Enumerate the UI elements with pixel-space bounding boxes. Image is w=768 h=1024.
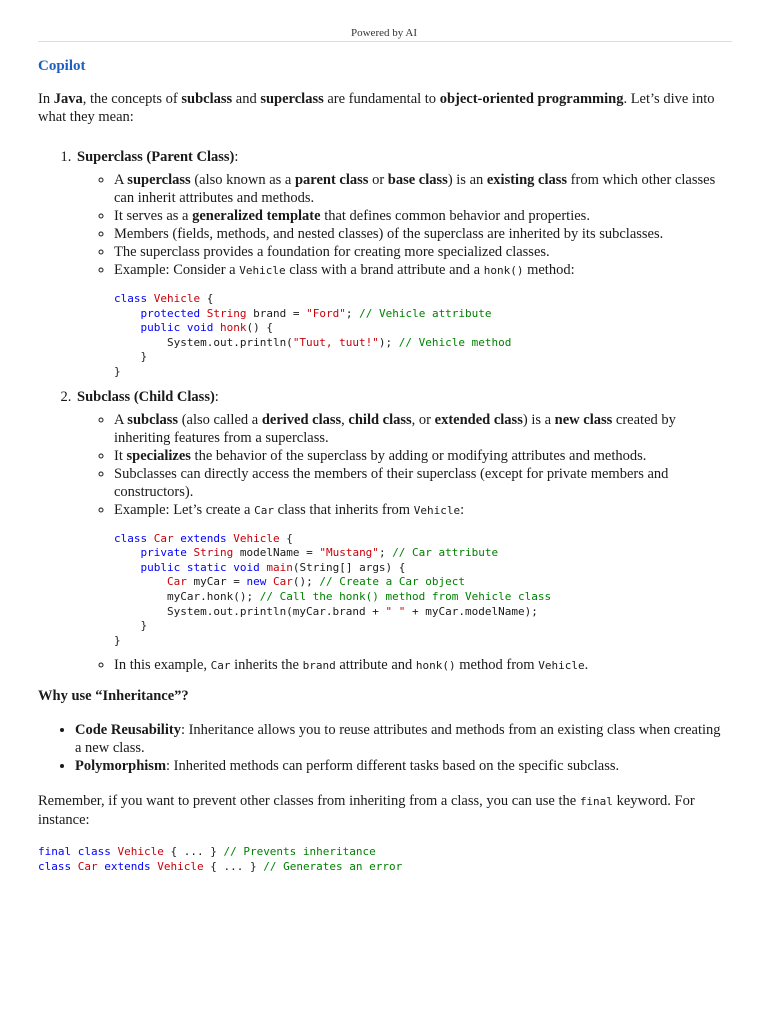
list-item: ◦ Example: Let’s create a Car class that inherits from Vehicle: class Car extends Vehicle { private String modelName = "Mustang"; // Car attribute public static void main(String[] args) { Car myCar = new Car(); // Create a Car object myCar.honk(); // Call the honk() method from Vehicle class System.out.println(myCar.brand + " " + myCar.modelName); } }	[114, 501, 728, 649]
list-item: ◦ Example: Consider a Vehicle class with a brand attribute and a honk() method: class Vehicle { protected String brand = "Ford"; // Vehicle attribute public void honk() { System.out.println("Tuut, tuut!"); // Vehicle method } }	[114, 261, 728, 380]
superclass-bullets	[77, 171, 728, 380]
subclass-heading: Subclass (Child Class)	[77, 388, 215, 405]
vehicle-code-block: class Vehicle { protected String brand = "Ford"; // Vehicle attribute public void honk() { System.out.println("Tuut, tuut!"); // Vehicle method } }	[114, 292, 512, 378]
concept-list	[38, 148, 728, 675]
superclass-heading: Superclass (Parent Class)	[77, 149, 235, 165]
list-item: ◦ The superclass provides a foundation for creating more specialized classes.	[114, 243, 728, 261]
superclass-section: 1. Superclass (Parent Class): ◦ A superclass (also known as a parent class or base class) is an existing class from which other classes can inherit attributes and methods. ◦ It serves as a generalized template that defines common behavior and properties. ◦ Members (fields, methods, and nested classes) of the superclass are inherited by its subclasses. ◦ The superclass provides a foundation for creating more specialized classes. ◦ Example: Consider a Vehicle class with a brand attribute and a honk() method: class Vehicle { protected String brand = "Ford"; // Vehicle attribute public void honk() { System.out.println("Tuut, tuut!"); // Vehicle method } }	[75, 148, 728, 380]
intro-paragraph: In Java, the concepts of subclass and superclass are fundamental to object-oriented programming. Let’s dive into what they mean:	[38, 91, 715, 125]
copilot-title: Copilot	[38, 58, 86, 74]
list-item: ◦ A subclass (also called a derived class, child class, or extended class) is a new class created by inheriting features from a superclass.	[114, 411, 728, 447]
why-inheritance-heading: Why use “Inheritance”?	[38, 688, 189, 705]
subclass-section: 2. Subclass (Child Class): ◦ A subclass (also called a derived class, child class, or extended class) is a new class created by inheriting features from a superclass. ◦ It specializes the behavior of the superclass by adding or modifying attributes and methods. ◦ Subclasses can directly access the members of their superclass (except for private members and constructors). ◦ Example: Let’s create a Car class that inherits from Vehicle: class Car extends Vehicle { private String modelName = "Mustang"; // Car attribute public static void main(String[] args) { Car myCar = new Car(); // Create a Car object myCar.honk(); // Call the honk() method from Vehicle class System.out.println(myCar.brand + " " + myCar.modelName); } } ◦ In this example, Car inherits the brand attribute and honk() method from Vehicle.	[75, 388, 728, 676]
answer-content	[38, 90, 728, 875]
benefits-list	[38, 721, 728, 775]
list-item: ◦ Members (fields, methods, and nested classes) of the superclass are inherited by its subclasses.	[114, 225, 728, 243]
powered-by-label: Powered by AI	[351, 27, 417, 39]
list-item: ◦ It serves as a generalized template that defines common behavior and properties.	[114, 207, 728, 225]
list-item: ◦ A superclass (also known as a parent class or base class) is an existing class from which other classes can inherit attributes and methods.	[114, 171, 728, 207]
list-item: ◦ In this example, Car inherits the brand attribute and honk() method from Vehicle.	[114, 656, 728, 675]
list-item: ◦ It specializes the behavior of the superclass by adding or modifying attributes and methods.	[114, 447, 728, 465]
final-code-block: final class Vehicle { ... } // Prevents inheritance class Car extends Vehicle { ... } // Generates an error	[38, 845, 403, 873]
list-item: • Code Reusability: Inheritance allows you to reuse attributes and methods from an existing class when creating a new class.	[75, 721, 728, 757]
subclass-bullets	[77, 411, 728, 676]
header-divider	[38, 41, 732, 42]
list-item: ◦ Subclasses can directly access the members of their superclass (except for private members and constructors).	[114, 465, 728, 501]
final-keyword-paragraph: Remember, if you want to prevent other classes from inheriting from a class, you can use the final keyword. For instance:	[38, 793, 695, 829]
car-code-block: class Car extends Vehicle { private String modelName = "Mustang"; // Car attribute public static void main(String[] args) { Car myCar = new Car(); // Create a Car object myCar.honk(); // Call the honk() method from Vehicle class System.out.println(myCar.brand + " " + myCar.modelName); } }	[114, 531, 552, 647]
list-item: • Polymorphism: Inherited methods can perform different tasks based on the specific subclass.	[75, 757, 728, 775]
